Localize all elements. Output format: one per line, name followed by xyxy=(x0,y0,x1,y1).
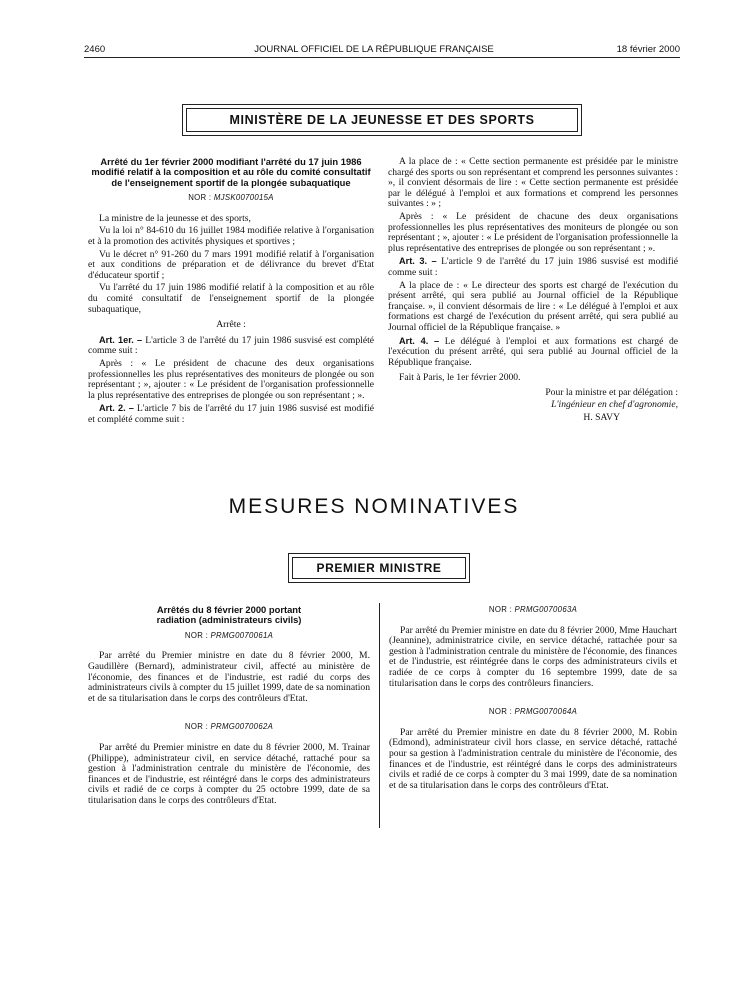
ministry-title: MINISTÈRE DE LA JEUNESSE ET DES SPORTS xyxy=(229,113,535,127)
header-rule xyxy=(84,57,680,58)
article-1: Art. 1er. – L'article 3 de l'arrêté du 17 juin 1986 susvisé est complété comme suit : xyxy=(88,334,374,357)
nor-3: NOR : PRMG0070063A xyxy=(488,605,578,614)
arrete-text-4: Par arrêté du Premier ministre en date du 8 février 2000, M. Robin (Edmond), administrateur civil hors classe, en service détaché, rattaché pour sa gestion à l'administration centrale du ministère de l'économie, des finances et de l'industrie, est réintégré dans le corps des administrateurs civils et radié de ce corps à compter du 3 mai 1999, date de sa nomination et de sa titularisation dans le corps des contrôleurs d'Etat. xyxy=(389,726,677,791)
article-2: Art. 2. – L'article 7 bis de l'arrêté du 17 juin 1986 susvisé est modifié et complété comme suit : xyxy=(88,403,374,425)
arrete1-title: Arrêté du 1er février 2000 modifiant l'arrêté du 17 juin 1986 modifié relatif à la composition et au rôle du comité consultatif de l'enseignement sportif de la plongée subaquatique xyxy=(91,156,371,188)
arretes2-title: Arrêtés du 8 février 2000 portant radiation (administrateurs civils) xyxy=(156,604,302,626)
arretes2-right-column xyxy=(389,605,677,793)
arrete1-nor: NOR : MJSK0070015A xyxy=(188,193,274,203)
arrete1-left-column xyxy=(88,157,374,428)
premier-ministre-box xyxy=(288,553,470,583)
premier-ministre-title: PREMIER MINISTRE xyxy=(316,561,442,575)
section-title: MESURES NOMINATIVES xyxy=(228,495,520,518)
signature-line-2: L'ingénieur en chef d'agronomie, xyxy=(551,399,678,411)
arrete1-para: La ministre de la jeunesse et des sports, xyxy=(99,212,251,224)
arrete1-para: Vu l'arrêté du 17 juin 1986 modifié relatif à la composition et au rôle du comité consultatif de l'enseignement sportif de la plongée subaquatique, xyxy=(88,282,374,315)
arrete1-para: A la place de : « Le directeur des sports est chargé de l'exécution du présent arrêté, qui sera publié au Journal officiel de la République française. », il convient désormais de lire : « Le délégué à l'emploi et aux formations est chargé de l'exécution du présent arrêté, qui sera publié au Journal officiel de la République française. » xyxy=(388,279,678,333)
page-number: 2460 xyxy=(84,44,106,55)
arrete-text-3: Par arrêté du Premier ministre en date du 8 février 2000, Mme Hauchart (Jeannine), administratrice civile, en service détaché, rattachée pour sa gestion à l'administration centrale du ministère de l'économie, des finances et de l'industrie, est réintégrée dans le corps des administrateurs civils et radiée de ce corps à compter du 16 septembre 1999, date de sa titularisation dans le corps des contrôleurs financiers. xyxy=(389,624,677,689)
arrete1-para: Vu la loi n° 84-610 du 16 juillet 1984 modifiée relative à l'organisation et à la promotion des activités physiques et sportives ; xyxy=(88,225,374,247)
column-divider xyxy=(379,603,380,828)
arrete-text-1: Par arrêté du Premier ministre en date du 8 février 2000, M. Gaudillère (Bernard), administrateur civil, affecté au ministère de l'économie, des finances et de l'industrie, est radié du corps des administrateurs civils à compter du 15 juillet 1999, date de sa nomination et de sa titularisation dans le corps des contrôleurs d'Etat. xyxy=(88,650,370,704)
article-4: Art. 4. – Le délégué à l'emploi et aux formations est chargé de l'exécution du présent arrêté, qui sera publié au Journal officiel de la République française. xyxy=(388,335,678,368)
nor-2: NOR : PRMG0070062A xyxy=(184,722,274,732)
signature-line-1: Pour la ministre et par délégation : xyxy=(545,386,678,398)
fait-a-paris: Fait à Paris, le 1er février 2000. xyxy=(399,372,521,384)
ministry-box xyxy=(182,104,582,136)
arrete1-para: Vu le décret n° 91-260 du 7 mars 1991 modifié relatif à l'organisation et aux conditions de préparation et de délivrance du brevet d'Etat d'éducateur sportif ; xyxy=(88,248,374,281)
arretes2-left-column xyxy=(88,605,370,809)
arrete1-para: Après : « Le président de chacune des deux organisations professionnelles les plus représentatives des moniteurs de plongée ou son représentant ; », ajouter : « Le président de l'organisation professionnelle la plus représentative des entreprises de plongée ou son représentant ; ». xyxy=(88,357,374,401)
arrete-text-2: Par arrêté du Premier ministre en date du 8 février 2000, M. Trainar (Philippe), administrateur civil, en service détaché, rattaché pour sa gestion à l'administration centrale du ministère de l'économie, des finances et de l'industrie, est réintégré dans le corps des administrateurs civils et radié de ce corps à compter du 25 octobre 1999, date de sa titularisation dans le corps des contrôleurs d'Etat. xyxy=(88,741,370,806)
article-3: Art. 3. – L'article 9 de l'arrêté du 17 juin 1986 susvisé est modifié comme suit : xyxy=(388,256,678,278)
signature-name: H. SAVY xyxy=(583,412,620,424)
arrete-word: Arrête : xyxy=(216,319,246,331)
arrete1-right-column xyxy=(388,157,678,426)
arrete1-para: A la place de : « Cette section permanente est présidée par le ministre chargé des sports ou son représentant et comprend les personnes suivantes : », il convient désormais de lire : « Cette section permanente est présidée par le délégué à l'emploi et aux formations et comprend les personnes suivantes : » ; xyxy=(388,156,678,210)
issue-date: 18 février 2000 xyxy=(616,44,680,55)
journal-title: JOURNAL OFFICIEL DE LA RÉPUBLIQUE FRANÇAISE xyxy=(254,44,494,55)
nor-1: NOR : PRMG0070061A xyxy=(184,630,274,640)
nor-4: NOR : PRMG0070064A xyxy=(488,707,578,717)
arrete1-para: Après : « Le président de chacune des deux organisations professionnelles les plus représentatives des moniteurs de plongée ou son représentant ; », ajouter : « Le président de l'organisation professionnelle la plus représentative des entreprises de plongée ou son représentant ; ». xyxy=(388,210,678,254)
